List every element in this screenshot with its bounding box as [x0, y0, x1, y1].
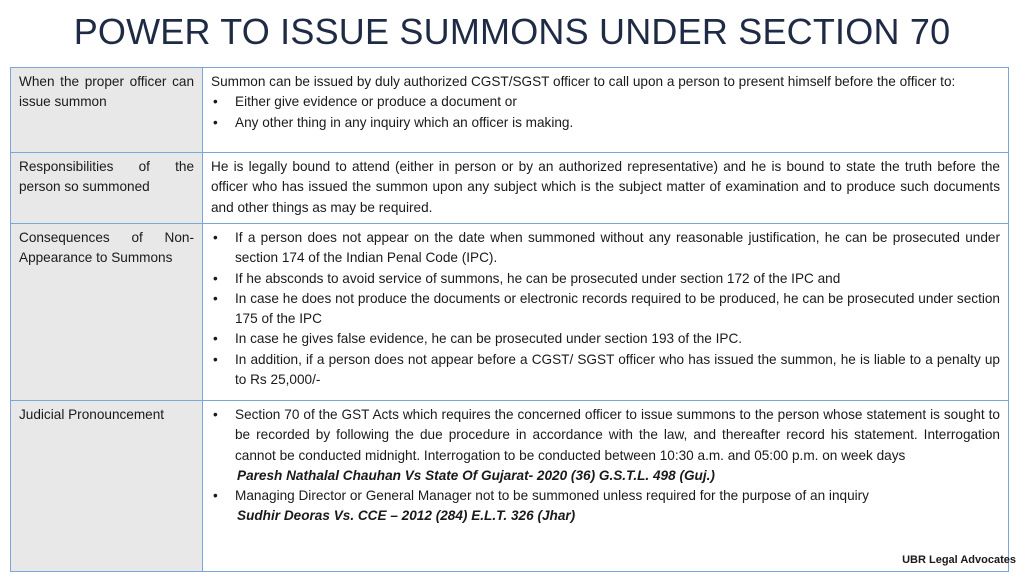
- list-item: • Managing Director or General Manager not to be summoned unless required for the purpose of an inquiry: [211, 486, 1000, 506]
- row-content-consequences: [203, 224, 1009, 401]
- bullet-list: [211, 228, 1000, 390]
- bullet-list: [211, 92, 1000, 133]
- page-title: POWER TO ISSUE SUMMONS UNDER SECTION 70: [73, 11, 951, 52]
- list-item: • If a person does not appear on the date when summoned without any reasonable justification, he can be prosecuted under section 174 of the Indian Penal Code (IPC).: [211, 228, 1000, 269]
- bullet-list: [211, 405, 1000, 466]
- summons-table: [10, 67, 1009, 572]
- table-row: [11, 153, 1009, 224]
- case-citation: Sudhir Deoras Vs. CCE – 2012 (284) E.L.T. 326 (Jhar): [237, 508, 576, 524]
- bullet-list: [211, 486, 1000, 506]
- list-item: • In case he does not produce the documents or electronic records required to be produced, he can be prosecuted under section 175 of the IPC: [211, 289, 1000, 330]
- list-item: • In case he gives false evidence, he can be prosecuted under section 193 of the IPC.: [211, 329, 1000, 349]
- list-item: • In addition, if a person does not appear before a CGST/ SGST officer who has issued the summon, he is liable to a penalty up to Rs 25,000/-: [211, 350, 1000, 391]
- row-label-responsibilities: Responsibilities of the person so summoned: [11, 153, 203, 224]
- intro-text: Summon can be issued by duly authorized CGST/SGST officer to call upon a person to present himself before the officer to:: [211, 74, 956, 89]
- row-content-when-issue: [203, 68, 1009, 153]
- row-label-judicial: Judicial Pronouncement: [11, 401, 203, 572]
- case-citation: Paresh Nathalal Chauhan Vs State Of Gujarat- 2020 (36) G.S.T.L. 498 (Guj.): [237, 467, 715, 483]
- footer-brand: UBR Legal Advocates: [902, 554, 1016, 566]
- table-row: [11, 401, 1009, 572]
- row-content-responsibilities: He is legally bound to attend (either in person or by an authorized representative) and he is bound to state the truth before the officer who has issued the summon upon any subject which is the subject matter of examination and to produce such documents and other things as may be required.: [203, 153, 1009, 224]
- row-label-consequences: Consequences of Non-Appearance to Summons: [11, 224, 203, 401]
- row-content-judicial: [203, 401, 1009, 572]
- list-item: • Either give evidence or produce a document or: [211, 92, 1000, 112]
- list-item: • Any other thing in any inquiry which an officer is making.: [211, 113, 1000, 133]
- list-item: • If he absconds to avoid service of summons, he can be prosecuted under section 172 of the IPC and: [211, 269, 1000, 289]
- table-row: [11, 224, 1009, 401]
- list-item: • Section 70 of the GST Acts which requires the concerned officer to issue summons to the person whose statement is sought to be recorded by following the due procedure in accordance with the law, and thereafter record his statement. Interrogation cannot be conducted midnight. Interrogation to be conducted between 10:30 a.m. and 05:00 p.m. on week days: [211, 405, 1000, 466]
- table-row: [11, 68, 1009, 153]
- row-label-when-issue: When the proper officer can issue summon: [11, 68, 203, 153]
